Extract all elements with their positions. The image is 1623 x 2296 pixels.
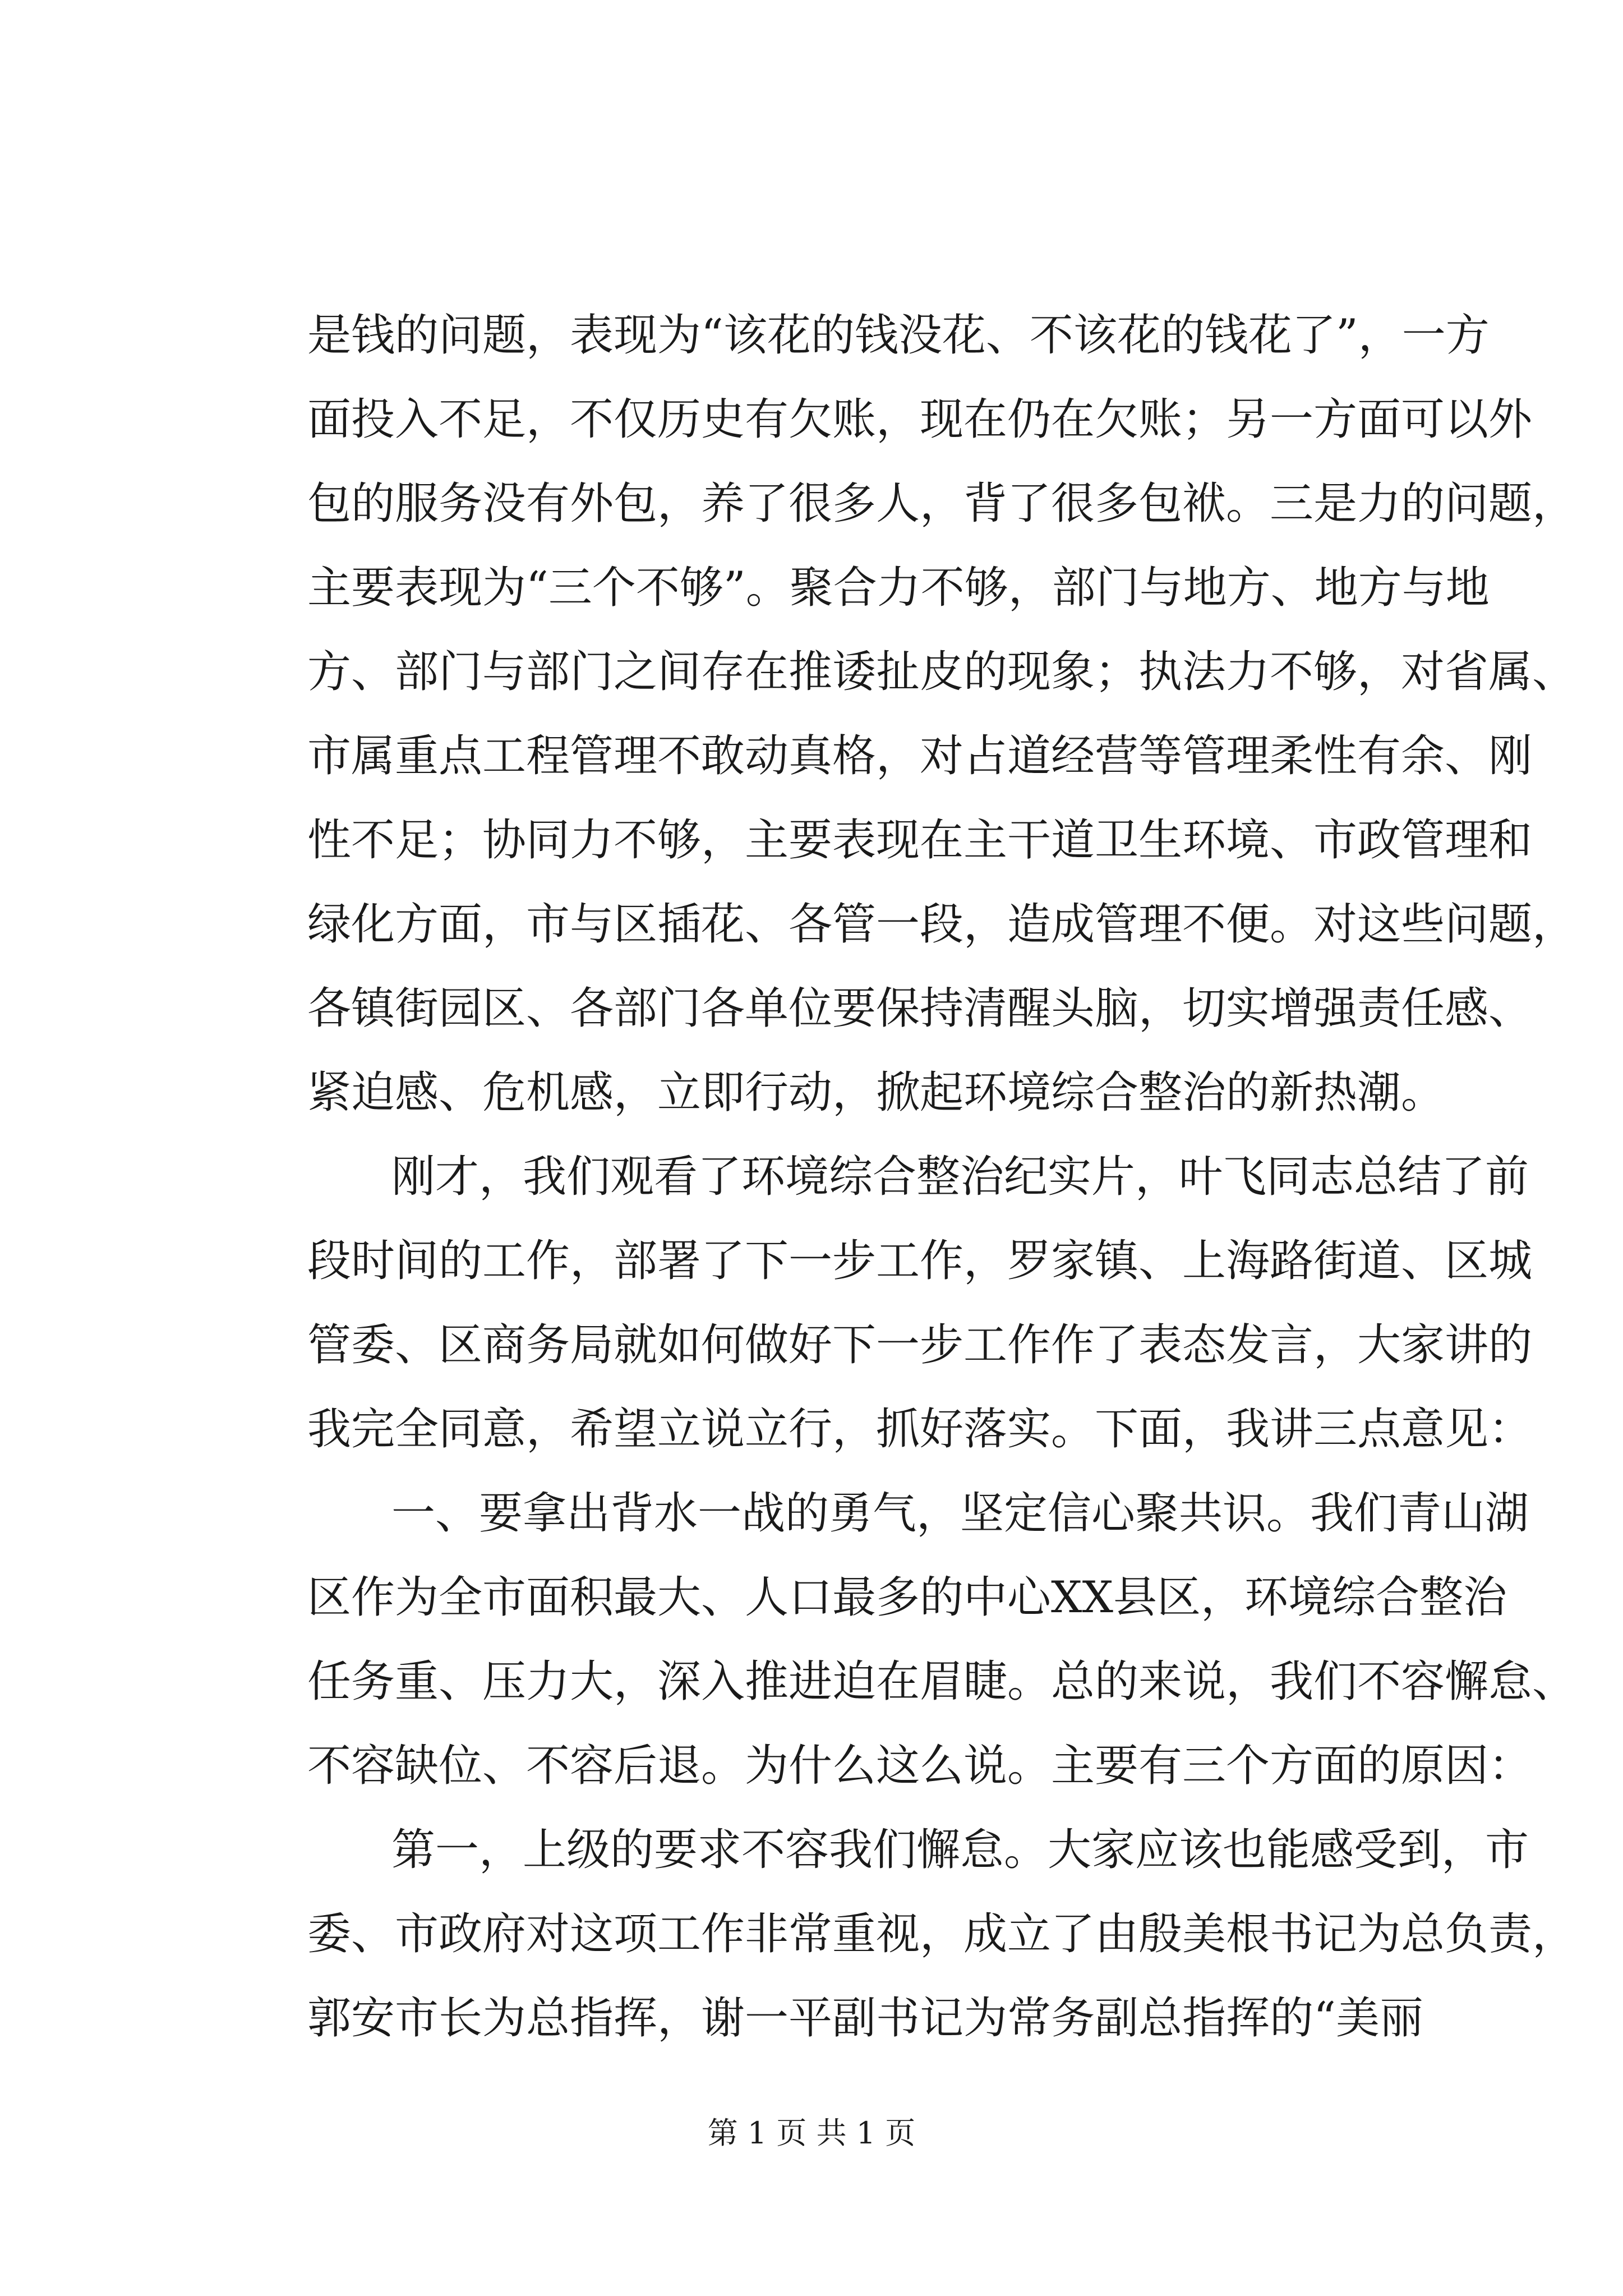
paragraph-first-line: 第一，上级的要求不容我们懈怠。大家应该也能感受到，市 [391, 1825, 1529, 1875]
text-line: 区作为全市面积最大、人口最多的中心XX县区，环境综合整治 [307, 1572, 1507, 1623]
text-line: 包的服务没有外包，养了很多人，背了很多包袱。三是力的问题， [307, 478, 1576, 529]
text-line: 是钱的问题，表现为“该花的钱没花、不该花的钱花了”，一方 [307, 310, 1490, 361]
section-heading-line: 一、要拿出背水一战的勇气，坚定信心聚共识。我们青山湖 [391, 1488, 1529, 1539]
page-number-footer: 第 1 页 共 1 页 [707, 2115, 916, 2151]
text-line: 我完全同意，希望立说立行，抓好落实。下面，我讲三点意见： [307, 1404, 1533, 1455]
text-line: 面投入不足，不仅历史有欠账，现在仍在欠账；另一方面可以外 [307, 394, 1533, 445]
text-line: 不容缺位、不容后退。为什么这么说。主要有三个方面的原因： [307, 1741, 1533, 1791]
text-line: 紧迫感、危机感，立即行动，掀起环境综合整治的新热潮。 [307, 1068, 1445, 1118]
text-line: 市属重点工程管理不敢动真格，对占道经营等管理柔性有余、刚 [307, 731, 1533, 781]
paragraph-first-line: 刚才，我们观看了环境综合整治纪实片，叶飞同志总结了前 [391, 1152, 1529, 1202]
text-line: 主要表现为“三个不够”。聚合力不够，部门与地方、地方与地 [307, 563, 1490, 613]
text-line: 段时间的工作，部署了下一步工作，罗家镇、上海路街道、区城 [307, 1236, 1533, 1286]
text-line: 绿化方面，市与区插花、各管一段，造成管理不便。对这些问题， [307, 899, 1576, 950]
text-line: 性不足；协同力不够，主要表现在主干道卫生环境、市政管理和 [307, 815, 1533, 866]
text-line: 各镇街园区、各部门各单位要保持清醒头脑，切实增强责任感、 [307, 983, 1533, 1034]
text-line: 委、市政府对这项工作非常重视，成立了由殷美根书记为总负责， [307, 1909, 1576, 1959]
text-line: 管委、区商务局就如何做好下一步工作作了表态发言，大家讲的 [307, 1320, 1533, 1370]
text-line: 方、部门与部门之间存在推诿扯皮的现象；执法力不够，对省属、 [307, 647, 1576, 697]
text-line: 任务重、压力大，深入推进迫在眉睫。总的来说，我们不容懈怠、 [307, 1657, 1576, 1707]
text-line: 郭安市长为总指挥，谢一平副书记为常务副总指挥的“美丽 [307, 1993, 1423, 2044]
